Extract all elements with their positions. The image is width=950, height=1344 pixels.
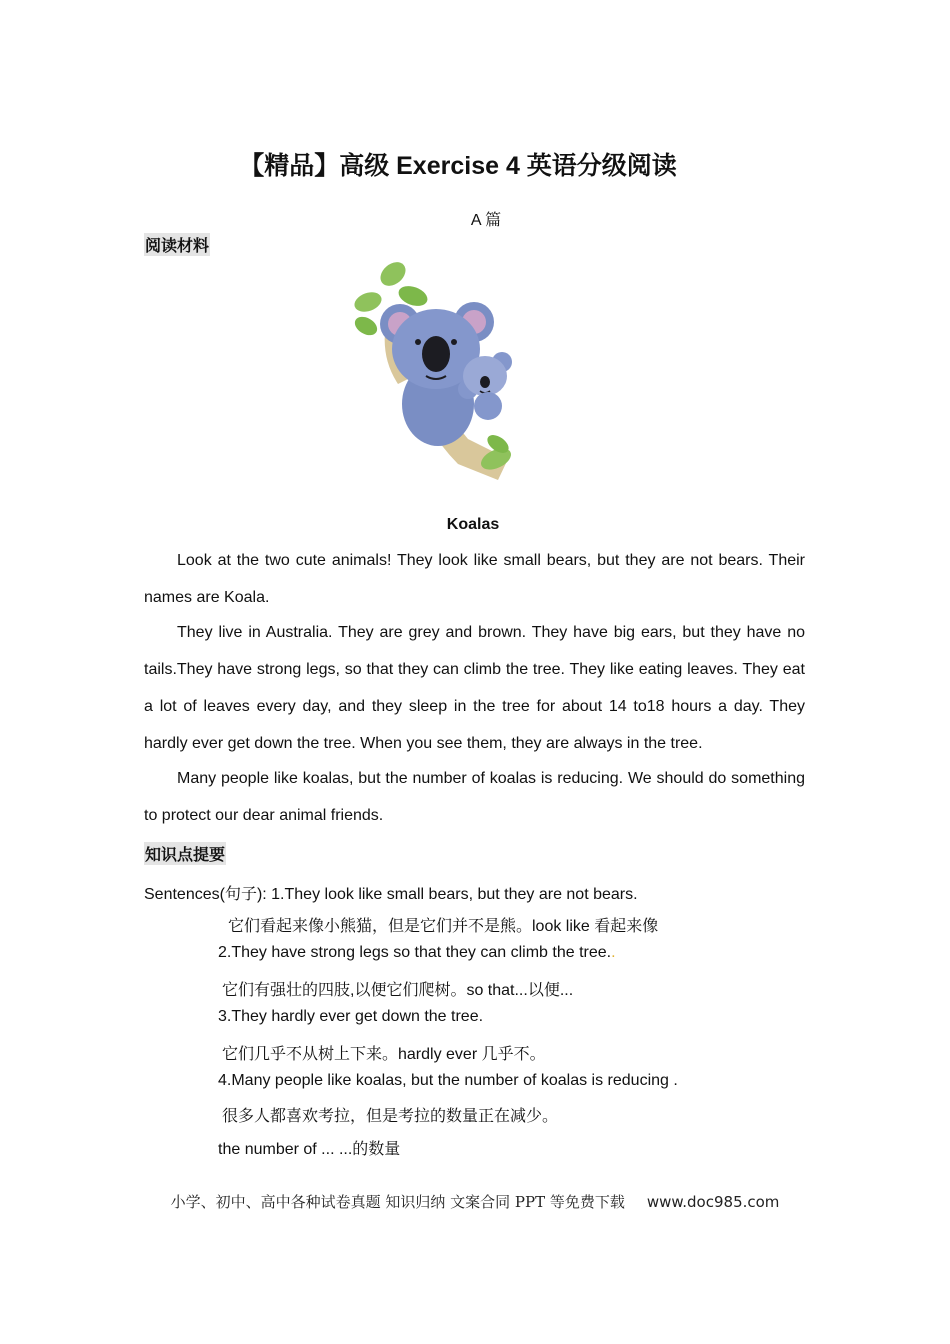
section-subtitle: A 篇: [470, 212, 502, 229]
highlight-mark: .: [611, 944, 616, 961]
koala-illustration: [348, 254, 532, 488]
footer-text: 小学、初中、高中各种试卷真题 知识归纳 文案合同 PPT 等免费下载: [170, 1193, 625, 1211]
key-points-label: 知识点提要: [144, 842, 226, 865]
point-line-6: 4.Many people like koalas, but the number of koalas is reducing .: [218, 1072, 678, 1089]
footer: [0, 1191, 950, 1212]
point-line-8: the number of ... ...的数量: [218, 1141, 401, 1158]
footer-url[interactable]: www.doc985.com: [646, 1193, 780, 1211]
point-line-4: 3.They hardly ever get down the tree.: [218, 1008, 484, 1025]
point-line-2: 2.They have strong legs so that they can climb the tree..: [218, 944, 616, 961]
passage-paragraph-2: They live in Australia. They are grey and brown. They have big ears, but they have no tails.They have strong legs, so that they can climb the tree. They like eating leaves. They eat a lot of leaves every day, and they sleep in the tree for about 14 to18 hours a day. They hardly ever get down the tree. When you see them, they are always in the tree.: [144, 624, 805, 752]
koala-icon: [348, 254, 532, 488]
passage-paragraph-1: Look at the two cute animals! They look like small bears, but they are not bears. Their names are Koala.: [144, 552, 805, 606]
point-line-7: 很多人都喜欢考拉，但是考拉的数量正在减少。: [222, 1108, 559, 1125]
reading-material-label: 阅读材料: [144, 233, 210, 256]
point-line-5: 它们几乎不从树上下来。hardly ever 几乎不。: [222, 1046, 546, 1063]
point-line-1: 它们看起来像小熊猫，但是它们并不是熊。look like 看起来像: [228, 918, 659, 935]
point-line-3: 它们有强壮的四肢,以便它们爬树。so that...以便...: [222, 982, 574, 999]
page-title: 【精品】高级 Exercise 4 英语分级阅读: [239, 152, 677, 180]
passage-paragraph-3: Many people like koalas, but the number of koalas is reducing. We should do something to protect our dear animal friends.: [144, 770, 805, 824]
sentences-intro: Sentences(句子): 1.They look like small bears, but they are not bears.: [144, 886, 638, 903]
passage-heading: Koalas: [446, 516, 500, 533]
